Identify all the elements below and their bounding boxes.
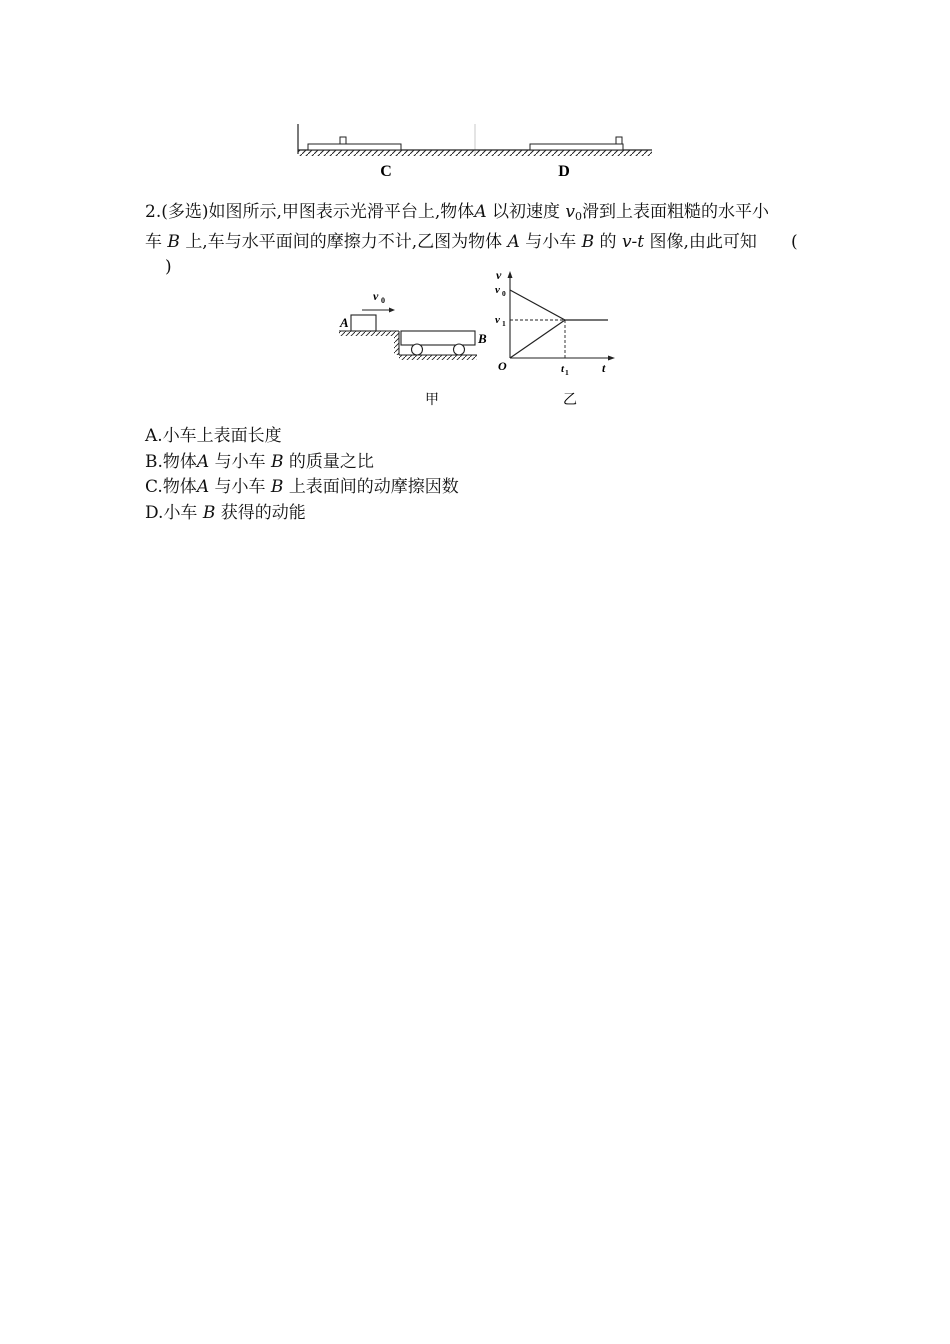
option-text: 物体 — [162, 451, 197, 472]
y-axis-arrow — [508, 271, 513, 278]
option-var: A — [196, 477, 210, 497]
v0-tick-label: v — [495, 284, 500, 296]
block-d — [616, 137, 622, 144]
option-var: B — [271, 451, 284, 472]
var-b2: B — [581, 231, 595, 252]
stem-part: 与小车 — [525, 231, 577, 252]
cart-b — [401, 331, 475, 345]
t1-tick-sub: 1 — [565, 368, 569, 377]
option-text: 与小车 — [214, 477, 266, 497]
answer-options — [145, 424, 459, 526]
option-text: 获得的动能 — [220, 502, 306, 523]
option-var: B — [202, 502, 216, 523]
stem-part: 以初速度 — [492, 202, 560, 222]
v1-tick-sub: 1 — [502, 319, 506, 328]
option-var: A — [196, 451, 210, 472]
jia-v0-sub: 0 — [381, 296, 385, 305]
figure-jia — [335, 282, 500, 412]
block-a — [351, 315, 376, 331]
label-d: D — [558, 163, 570, 180]
jia-caption: 甲 — [425, 393, 439, 408]
jia-label-a: A — [340, 315, 349, 330]
option-text: 的质量之比 — [288, 451, 374, 472]
figure-yi-vt-chart — [490, 268, 620, 412]
jia-label-b: B — [478, 331, 487, 346]
jia-v0-label: v — [373, 289, 379, 303]
option-var: B — [270, 477, 284, 497]
option-a[interactable] — [145, 424, 459, 450]
option-c[interactable] — [145, 475, 459, 501]
var-b: B — [167, 231, 180, 252]
option-text: 小车上表面长度 — [162, 426, 282, 446]
option-text: 物体 — [162, 477, 197, 497]
v1-tick-label: v — [495, 314, 500, 326]
cart-c — [308, 144, 401, 150]
ground-hatch — [298, 150, 652, 156]
option-d[interactable] — [145, 501, 459, 527]
answer-paren-close: ) — [165, 257, 172, 277]
label-c: C — [380, 163, 392, 180]
wheel-left — [412, 344, 423, 355]
question-tag: (多选) — [161, 202, 209, 222]
option-letter: C. — [145, 477, 163, 497]
ground-low-hatch — [399, 355, 477, 360]
t1-tick-label: t — [561, 363, 565, 375]
option-text: 小车 — [163, 502, 198, 523]
option-letter: D. — [145, 502, 164, 523]
yi-caption: 乙 — [563, 393, 577, 408]
stem-part: 上,车与水平面间的摩擦力不计,乙图为物体 — [185, 231, 503, 252]
block-c — [340, 137, 346, 144]
option-letter: B. — [145, 451, 163, 472]
series-cart-b-line — [510, 320, 565, 358]
stem-part: 图像,由此可知 — [649, 231, 757, 252]
question-number: 2. — [145, 202, 162, 222]
stem-part: 的 — [599, 231, 617, 252]
y-axis-label: v — [496, 268, 502, 282]
option-text: 上表面间的动摩擦因数 — [288, 477, 459, 497]
var-v: v — [565, 202, 576, 222]
v0-arrowhead — [389, 308, 395, 313]
var-a: A — [474, 202, 487, 222]
platform-hatch — [339, 331, 399, 336]
stem-part: 如图所示,甲图表示光滑平台上,物体 — [208, 202, 475, 222]
x-axis-arrow — [608, 356, 615, 361]
origin-label: O — [498, 359, 507, 373]
answer-paren-open: ( — [790, 231, 798, 252]
x-axis-label: t — [602, 361, 606, 375]
question-stem — [145, 200, 805, 281]
option-text: 与小车 — [214, 451, 266, 472]
var-v-sub: 0 — [575, 210, 583, 223]
cart-d — [530, 144, 623, 150]
var-vt: v-t — [621, 231, 645, 252]
var-a2: A — [507, 231, 520, 252]
option-letter: A. — [145, 426, 163, 446]
stem-part: 滑到上表面粗糙的水平小车 — [145, 202, 770, 252]
step-hatch — [394, 336, 399, 355]
option-b[interactable] — [145, 450, 459, 476]
v0-tick-sub: 0 — [502, 289, 506, 298]
top-figure-cd — [290, 118, 660, 182]
series-object-a-line — [510, 290, 608, 320]
wheel-right — [454, 344, 465, 355]
